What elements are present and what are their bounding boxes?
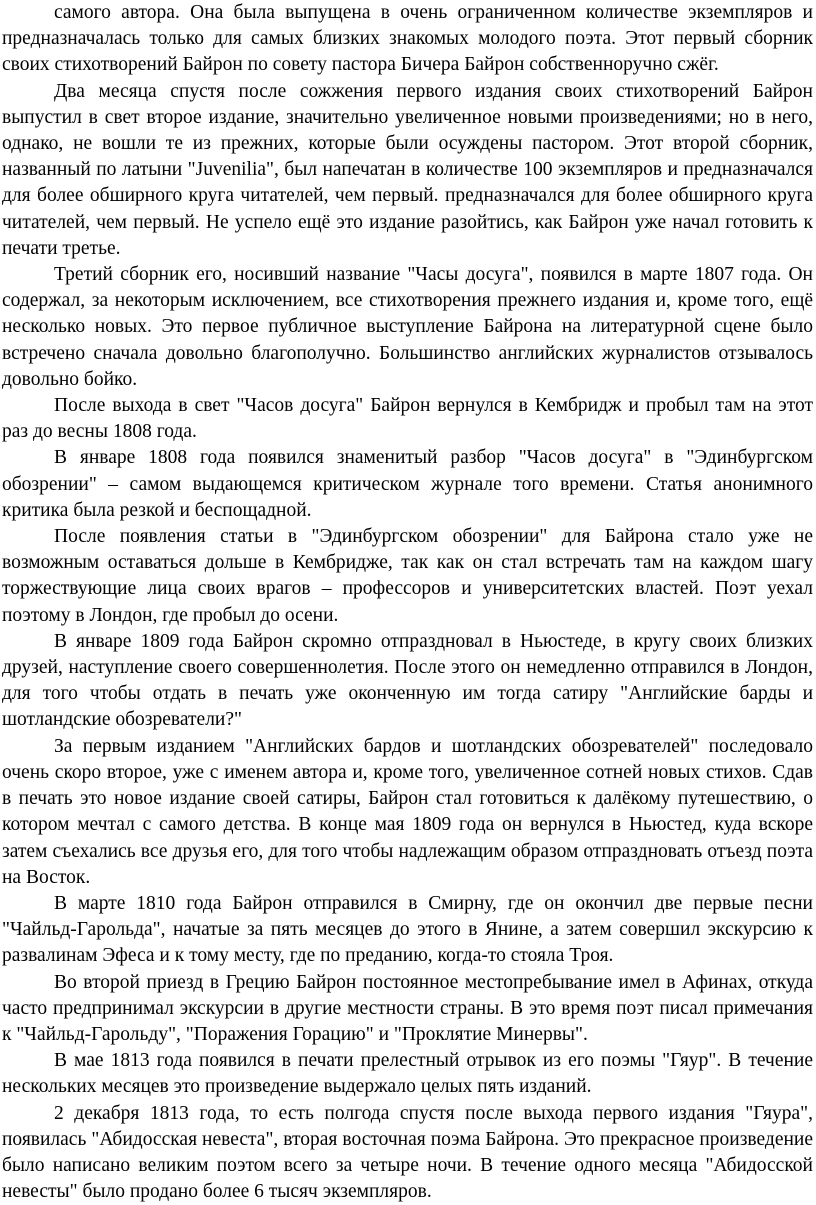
paragraph: За первым изданием "Английских бардов и шотландских обозревателей" последовало очень скоро второе, уже с именем автора и, кроме того, увеличенное сотней новых стихов. Сдав в печать это новое издание своей сатиры, Байрон стал готовиться к далёкому путешествию, о котором мечтал с самого детства. В конце мая 1809 года он вернулся в Ньюстед, куда вскоре затем съехались все друзья его, для того чтобы надлежащим образом отпраздновать отъезд поэта на Восток. (2, 735, 813, 888)
paragraph-continuation: самого автора. Она была выпущена в очень ограниченном количестве экземпляров и предназначалась только для самых близких знакомых молодого поэта. Этот первый сборник своих стихотворений Байрон по совету пастора Бичера Байрон собственноручно сжёг. (2, 2, 813, 76)
paragraph: После появления статьи в "Эдинбургском обозрении" для Байрона стало уже не возможным оставаться дольше в Кембридже, так как он стал встречать там на каждом шагу торжествующие лица своих врагов – профессоров и университетских властей. Поэт уехал поэтому в Лондон, где пробыл до осени. (2, 526, 813, 626)
paragraph: Третий сборник его, носивший название "Часы досуга", появился в марте 1807 года. Он содержал, за некоторым исключением, все стихотворения прежнего издания и, кроме того, ещё несколько новых. Это первое публичное выступление Байрона на литературной сцене было встречено сначала довольно благополучно. Большинство английских журналистов отзывалось довольно бойко. (2, 264, 813, 390)
paragraph: В январе 1808 года появился знаменитый разбор "Часов досуга" в "Эдинбургском обозрении" – самом выдающемся критическом журнале того времени. Статья анонимного критика была резкой и беспощадной. (2, 447, 813, 521)
paragraph: Во второй приезд в Грецию Байрон постоянное местопребывание имел в Афинах, откуда часто предпринимал экскурсии в другие местности страны. В это время поэт писал примечания к "Чайльд-Гарольду", "Поражения Горацию" и "Проклятие Минервы". (2, 971, 813, 1045)
paragraph: Два месяца спустя после сожжения первого издания своих стихотворений Байрон выпустил в свет второе издание, значительно увеличенное новыми произведениями; но в него, однако, не вошли те из прежних, которые были осуждены пастором. Этот второй сборник, названный по латыни "Juvenilia", был напечатан в количестве 100 экземпляров и предназначался для более обширного круга читателей, чем первый. предназначался для более обширного круга читателей, чем первый. Не успело ещё это издание разойтись, как Байрон уже начал готовить к печати третье. (2, 80, 813, 259)
paragraph: 2 декабря 1813 года, то есть полгода спустя после выхода первого издания "Гяура", появилась "Абидосская невеста", вторая восточная поэма Байрона. Это прекрасное произведение было написано великим поэтом всего за четыре ночи. В течение одного месяца "Абидосской невесты" было продано более 6 тысяч экземпляров. (2, 1102, 813, 1203)
paragraph: После выхода в свет "Часов досуга" Байрон вернулся в Кембридж и пробыл там на этот раз до весны 1808 года. (2, 395, 813, 443)
paragraph: В январе 1809 года Байрон скромно отпраздновал в Ньюстеде, в кругу своих близких друзей, наступление своего совершеннолетия. После этого он немедленно отправился в Лондон, для того чтобы отдать в печать уже оконченную им тогда сатиру "Английские барды и шотландские обозреватели?" (2, 630, 813, 731)
paragraph: В мае 1813 года появился в печати прелестный отрывок из его поэмы "Гяур". В течение нескольких месяцев это произведение выдержало целых пять изданий. (2, 1050, 813, 1098)
paragraph: В марте 1810 года Байрон отправился в Смирну, где он окончил две первые песни "Чайльд-Гарольда", начатые за пять месяцев до этого в Янине, а затем совершил экскурсию к развалинам Эфеса и к тому месту, где по преданию, когда-то стояла Троя. (2, 892, 813, 967)
